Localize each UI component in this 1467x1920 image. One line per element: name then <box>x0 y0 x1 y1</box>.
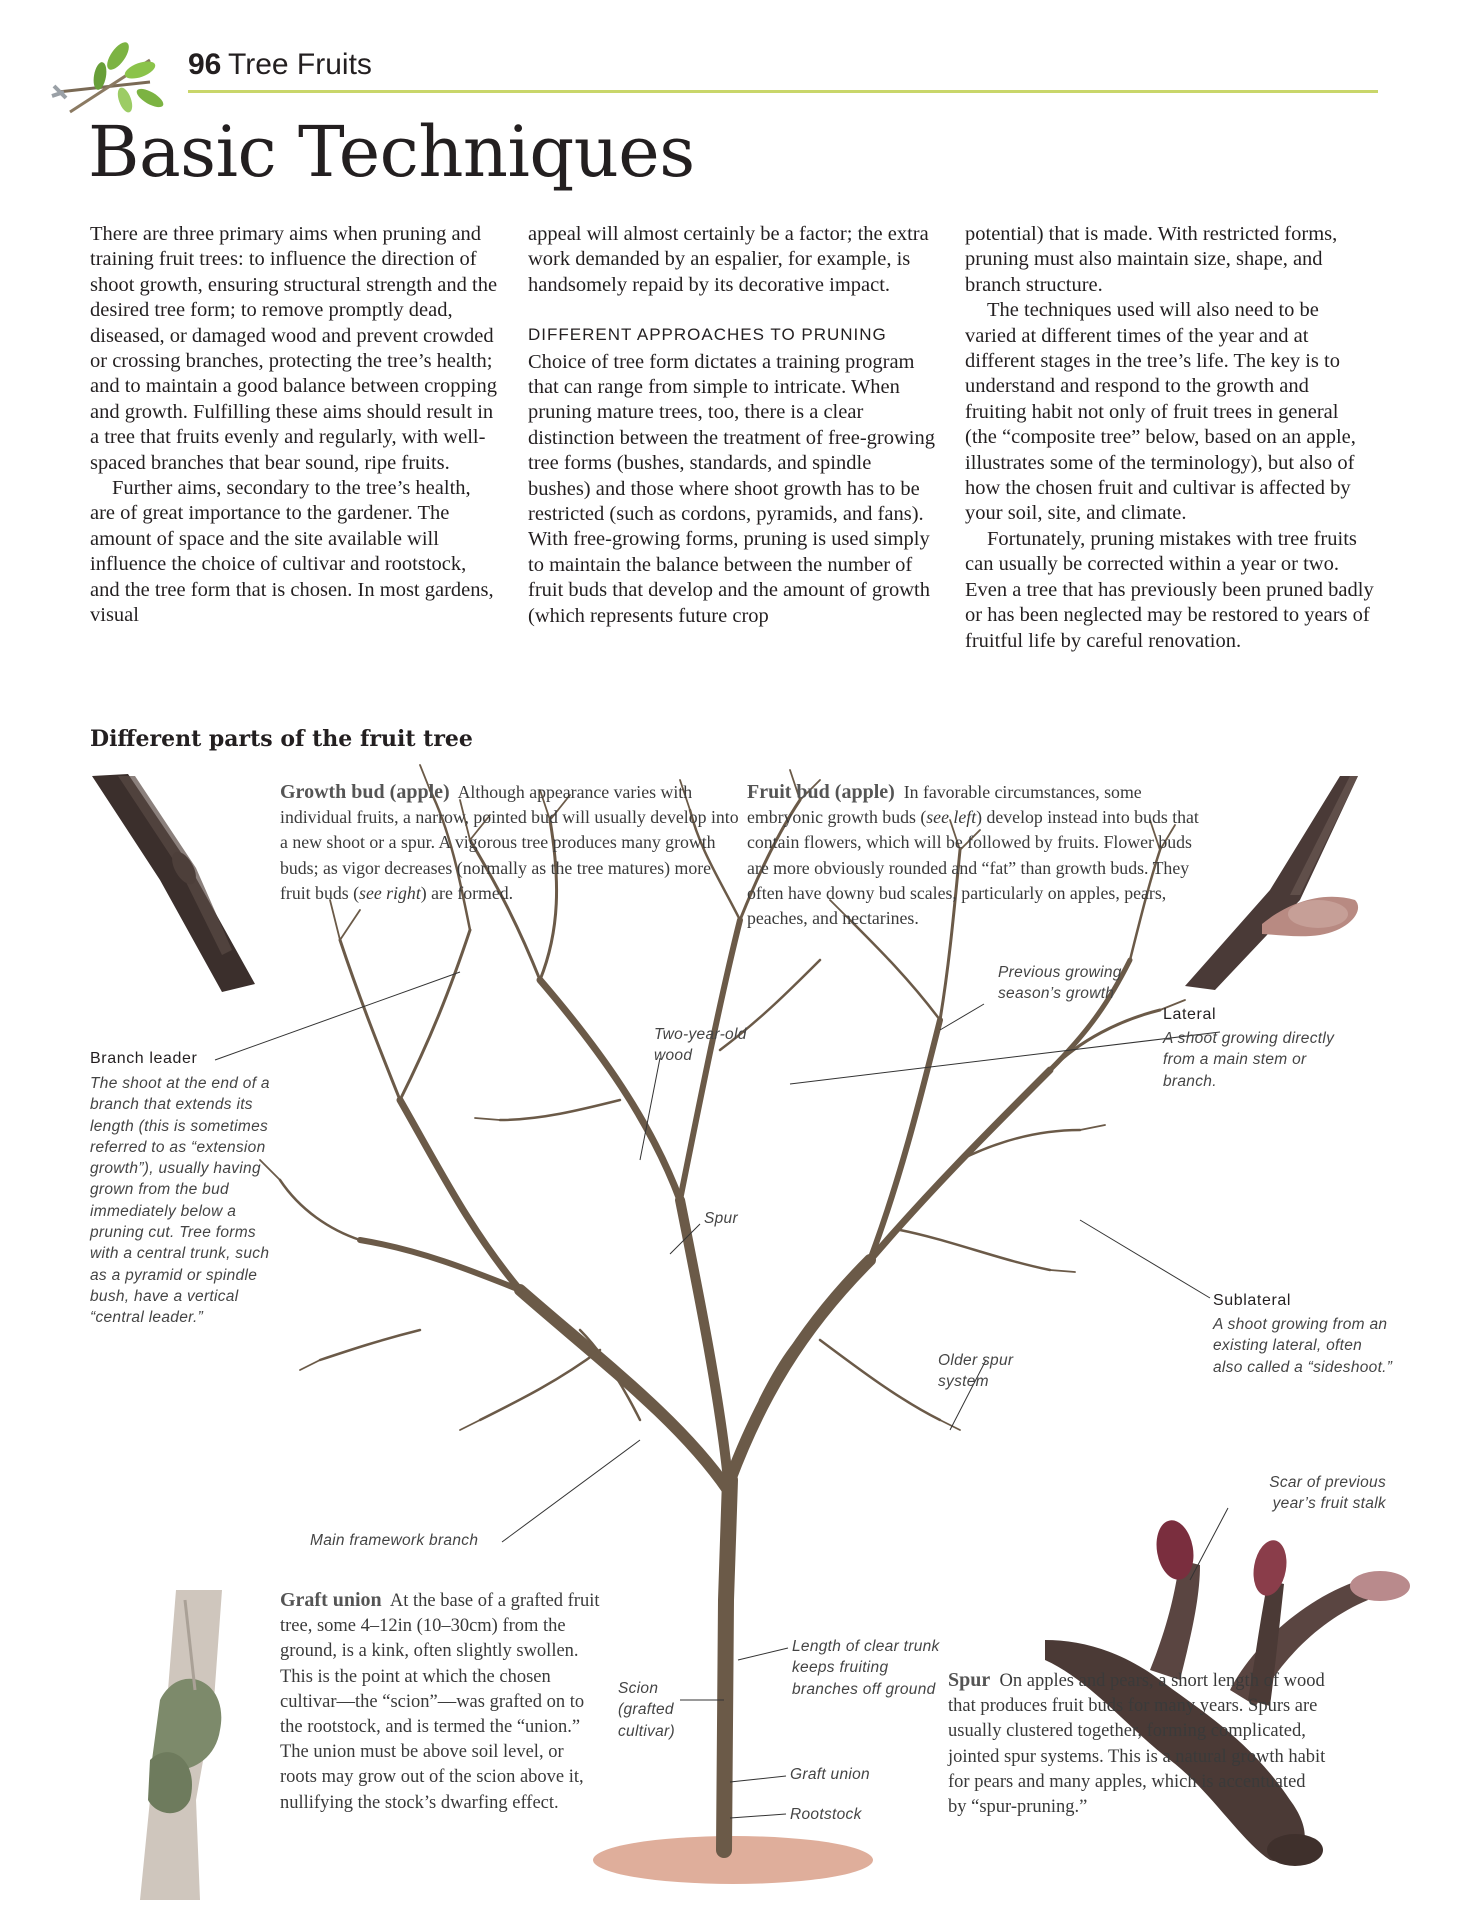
paragraph: Further aims, secondary to the tree’s health, are of great importance to the gardener. The amount of space and the site available will influence the choice of cultivar and rootstock, and the tree form that is chosen. In most gardens, visual <box>90 477 494 627</box>
paragraph: The techniques used will also need to be varied at different times of the year and at different stages in the tree’s life. The key is to understand and respond to the growth and fruiting habit not only of fruit trees in general (the “composite tree” below, based on an apple, illustrates some of the terminology), but also of how the chosen fruit and cultivar is affected by your soil, site, and climate. <box>965 299 1356 525</box>
paragraph: Choice of tree form dictates a training program that can range from simple to intricate. When pruning mature trees, too, there is a clear distinction between the treatment of free-growing tree forms (bushes, standards, and spindle bushes) and those where shoot growth has to be restricted (such as cordons, pyramids, and fans). With free-growing forms, pruning is used simply to maintain the balance between the number of fruit buds that develop and the amount of growth (which represents future crop <box>528 350 936 627</box>
growth-bud-caption <box>280 780 740 906</box>
spur-label: Spur <box>704 1210 738 1227</box>
caption-text: see left <box>926 807 977 828</box>
scion-label: Scion (grafted cultivar) <box>618 1680 675 1740</box>
paragraph: appeal will almost certainly be a factor; the extra work demanded by an espalier, for example, is handsomely repaid by its decorative impact. <box>528 223 929 296</box>
older-spur-label: Older spur system <box>938 1352 1014 1391</box>
page-number: 96 <box>188 48 222 81</box>
caption-lead: Graft union <box>280 1589 382 1611</box>
caption-lead: Growth bud (apple) <box>280 781 450 803</box>
sublateral-description: A shoot growing from an existing lateral, often also called a “sideshoot.” <box>1213 1316 1393 1376</box>
caption-text: ) are formed. <box>420 882 514 903</box>
caption-text: ) develop instead into buds that contain flowers, which will be followed by fruits. Flower buds are more obviously rounded and “fat” than growth buds. They often have downy bud scales, particularly on apples, pears, peaches, and nectarines. <box>747 807 1199 929</box>
branch-leader-label: Branch leader <box>90 1050 198 1067</box>
soil-mound <box>593 1836 873 1884</box>
sublateral-label: Sublateral <box>1213 1292 1292 1309</box>
body-column-2 <box>528 222 938 629</box>
caption-text: At the base of a grafted fruit tree, some 4–12in (10–30cm) from the ground, is a kink, often slightly swollen. This is the point at which the chosen cultivar—the “scion”—was grafted on to the rootstock, and is termed the “union.” The union must be above soil level, or roots may grow out of the scion above it, nullifying the stock’s dwarfing effect. <box>280 1591 600 1813</box>
caption-lead: Fruit bud (apple) <box>747 781 895 803</box>
graft-union-photo <box>140 1590 222 1900</box>
page-title: Basic Techniques <box>88 111 695 193</box>
header-rule <box>188 90 1378 93</box>
caption-lead: Spur <box>948 1669 991 1691</box>
body-column-3 <box>965 222 1375 654</box>
scar-label: Scar of previous year’s fruit stalk <box>1269 1474 1386 1513</box>
figure-title: Different parts of the fruit tree <box>90 726 473 752</box>
paragraph: potential) that is made. With restricted forms, pruning must also maintain size, shape, and branch structure. <box>965 223 1338 296</box>
leaf-sprig-icon <box>52 39 166 114</box>
paragraph: Fortunately, pruning mistakes with tree fruits can usually be corrected within a year or two. Even a tree that has previously been pruned badly or has been neglected may be restored to years of fruitful life by careful renovation. <box>965 527 1374 652</box>
previous-season-label: Previous growing season’s growth <box>998 964 1122 1003</box>
caption-text: In favorable circumstances, some embryonic growth buds ( <box>747 782 1142 828</box>
clear-trunk-label: Length of clear trunk keeps fruiting branches off ground <box>792 1638 940 1698</box>
rootstock-label: Rootstock <box>790 1806 862 1823</box>
growth-bud-photo <box>92 774 255 992</box>
lateral-label: Lateral <box>1163 1006 1217 1023</box>
two-year-old-label: Two-year-old wood <box>654 1026 747 1065</box>
graft-union-caption <box>280 1588 600 1816</box>
lateral-description: A shoot growing directly from a main stem or branch. <box>1163 1030 1335 1090</box>
caption-text: see right <box>359 882 421 903</box>
subheading: DIFFERENT APPROACHES TO PRUNING <box>528 325 887 345</box>
fruit-bud-caption <box>747 780 1217 931</box>
graft-union-label: Graft union <box>790 1766 870 1783</box>
caption-text: On apples and pears, a short length of wood that produces fruit buds for many years. Spurs are usually clustered together, forming complicated, jointed spur systems. This is a natural growth habit for pears and many apples, which is accentuated by “spur-pruning.” <box>948 1671 1326 1818</box>
branch-leader-description: The shoot at the end of a branch that extends its length (this is sometimes referred to as “extension growth”), usually having grown from the bud immediately below a pruning cut. Tree forms with a central trunk, such as a pyramid or spindle bush, have a vertical “central leader.” <box>90 1075 270 1327</box>
section-name: Tree Fruits <box>228 48 372 81</box>
body-column-1 <box>90 222 500 629</box>
spur-caption <box>948 1668 1328 1820</box>
caption-text: Although appearance varies with individual fruits, a narrow, pointed bud will usually develop into a new shoot or a spur. A vigorous tree produces many growth buds; as vigor decreases (normally as the tree matures) more fruit buds ( <box>280 782 739 903</box>
main-framework-label: Main framework branch <box>310 1532 479 1549</box>
paragraph: There are three primary aims when pruning and training fruit trees: to influence the direction of shoot growth, ensuring structural strength and the desired tree form; to remove promptly dead, diseased, or damaged wood and prevent crowded or crossing branches, protecting the tree’s health; and to maintain a good balance between cropping and growth. Fulfilling these aims should result in a tree that fruits evenly and regularly, with well-spaced branches that bear sound, ripe fruits. <box>90 223 498 474</box>
